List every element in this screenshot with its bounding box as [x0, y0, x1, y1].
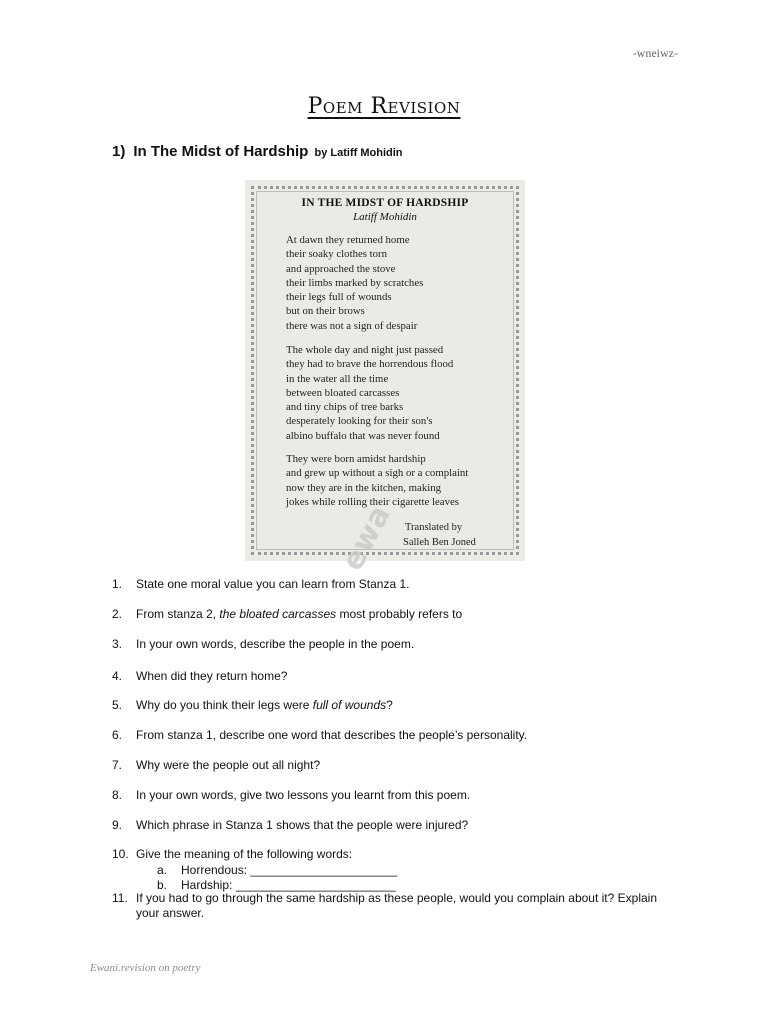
- question-number: 5.: [112, 698, 123, 712]
- poem-line: They were born amidst hardship: [286, 453, 426, 465]
- question-number: 10.: [112, 847, 129, 861]
- poem-line: their limbs marked by scratches: [286, 276, 424, 289]
- poem-line: there was not a sign of despair: [286, 319, 418, 332]
- poem-line: now they are in the kitchen, making: [286, 481, 442, 494]
- poem-line: but on their brows: [286, 305, 365, 318]
- poem-line: and grew up without a sigh or a complaint: [286, 467, 469, 480]
- translator-name: Salleh Ben Joned: [403, 537, 476, 548]
- poem-image: [245, 180, 525, 561]
- poem-line: jokes while rolling their cigarette leaves: [286, 495, 459, 508]
- sub-item-label: a.: [157, 863, 168, 877]
- stanza-1: [286, 233, 423, 333]
- sub-item-text: Horrendous: ______________________: [181, 863, 398, 877]
- question-text: From stanza 2, the bloated carcasses most probably refers to: [136, 607, 463, 621]
- question-text: Which phrase in Stanza 1 shows that the people were injured?: [136, 818, 469, 832]
- translator-label: Translated by: [405, 522, 463, 533]
- footer-note: Ewani.revision on poetry: [90, 962, 201, 974]
- section-heading: [112, 143, 403, 160]
- question-text: In your own words, give two lessons you learnt from this poem.: [136, 788, 471, 802]
- question-text: Why were the people out all night?: [136, 758, 321, 772]
- poem-line: between bloated carcasses: [286, 386, 400, 399]
- question-text: Give the meaning of the following words:: [136, 847, 353, 861]
- header-mark: -wneiwz-: [632, 46, 678, 60]
- question-number: 6.: [112, 728, 123, 742]
- poem-line: The whole day and night just passed: [286, 344, 444, 356]
- question-text: State one moral value you can learn from Stanza 1.: [136, 577, 410, 591]
- poem-line: they had to brave the horrendous flood: [286, 358, 454, 371]
- section-byline: by Latiff Mohidin: [314, 147, 403, 159]
- watermark: ewa: [335, 499, 398, 577]
- question-number: 2.: [112, 607, 123, 621]
- section-number: 1): [112, 143, 126, 160]
- question-number: 1.: [112, 577, 123, 591]
- question-text: When did they return home?: [136, 669, 288, 683]
- sub-item-label: b.: [157, 878, 168, 892]
- question-number: 4.: [112, 669, 123, 683]
- sub-item-text: Hardship: ________________________: [181, 878, 396, 892]
- poem-line: and tiny chips of tree barks: [286, 401, 404, 414]
- poem-line: desperately looking for their son's: [286, 415, 433, 428]
- poem-line: their soaky clothes torn: [286, 248, 388, 261]
- poem-line: and approached the stove: [286, 262, 396, 275]
- sub-item-a: [157, 863, 397, 877]
- question-text: If you had to go through the same hardship as these people, would you complain about it? Explain your answer.: [136, 891, 658, 920]
- poem-title: IN THE MIDST OF HARDSHIP: [301, 197, 469, 209]
- question-text: From stanza 1, describe one word that describes the people’s personality.: [136, 728, 528, 742]
- sub-item-b: [157, 878, 396, 892]
- question-number: 3.: [112, 637, 123, 651]
- poem-line: albino buffalo that was never found: [286, 429, 440, 442]
- section-title: In The Midst of Hardship: [133, 143, 309, 160]
- poem-author: Latiff Mohidin: [353, 211, 417, 223]
- stanza-2: [286, 343, 453, 443]
- stanza-3: [286, 452, 468, 509]
- poem-line: in the water all the time: [286, 372, 389, 385]
- translator-credit: [403, 520, 476, 550]
- question-number: 7.: [112, 758, 123, 772]
- question-number: 8.: [112, 788, 123, 802]
- question-text: Why do you think their legs were full of wounds?: [136, 698, 393, 712]
- page-title: Poem Revision: [307, 94, 461, 119]
- poem-line: their legs full of wounds: [286, 291, 392, 304]
- question-number: 11.: [112, 891, 128, 905]
- poem-line: At dawn they returned home: [286, 234, 410, 246]
- question-number: 9.: [112, 818, 123, 832]
- question-text: In your own words, describe the people in the poem.: [136, 637, 415, 651]
